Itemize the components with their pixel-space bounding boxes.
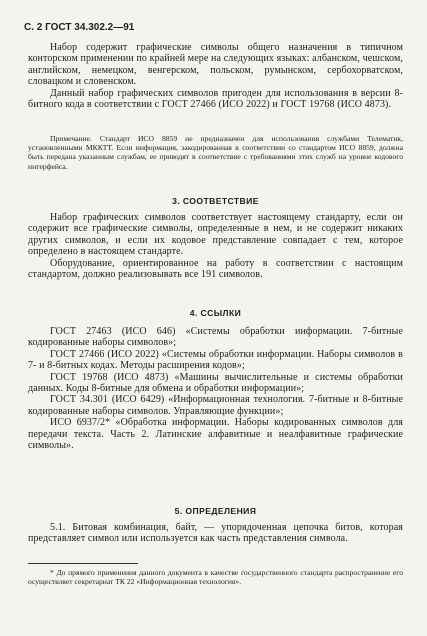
section-3-paragraph-2: Оборудование, ориентированное на работу в соответствии с настоящим стандартом, должно реализовывать все 191 символов. <box>28 257 403 281</box>
reference-item: ГОСТ 27463 (ИСО 646) «Системы обработки информации. 7-битные кодированные наборы символов»; <box>28 326 403 349</box>
intro-block <box>28 42 403 110</box>
section-3 <box>28 196 403 206</box>
note-text: Примечание. Стандарт ИСО 8859 не предназначен для использования службами Телематик, установленными МККТТ. Если информация, закодированная в соответствии со стандартом ИСО 8859, должна быть передана указанным службам, ее приводят в соответствие с требованиями этих служб на уровне кодового интерфейса. <box>28 134 403 171</box>
section-5-title: 5. ОПРЕДЕЛЕНИЯ <box>174 506 257 516</box>
page-header: С. 2 ГОСТ 34.302.2—91 <box>24 22 135 33</box>
section-4-body <box>28 326 403 451</box>
reference-item: ИСО 6937/2* «Обработка информации. Наборы кодированных символов для передачи текста. Часть 2. Латинские алфавитные и неалфавитные графические символы». <box>28 417 403 452</box>
footnote-block <box>28 568 403 586</box>
section-5 <box>28 506 403 516</box>
section-3-title: 3. СООТВЕТСТВИЕ <box>172 196 259 206</box>
note-block <box>28 134 403 171</box>
reference-item: ГОСТ 34.301 (ИСО 6429) «Информационная технология. 7-битные и 8-битные кодированные наборы символов. Управляющие функции»; <box>28 394 403 417</box>
section-4-title: 4. ССЫЛКИ <box>189 308 242 318</box>
definition-5-1: 5.1. Битовая комбинация, байт, — упорядоченная цепочка битов, которая представляет символ или используется как часть представления символа. <box>28 522 403 545</box>
section-3-paragraph-1: Набор графических символов соответствует настоящему стандарту, если он содержит все графические символы, определенные в нем, и не содержит никаких других символов, и если их кодовое представление совпадает с тем, которое определено в настоящем стандарте. <box>28 212 403 258</box>
intro-paragraph-2: Данный набор графических символов пригоден для использования в версии 8-битного кода в соответствии с ГОСТ 27466 (ИСО 2022) и ГОСТ 19768 (ИСО 4873). <box>28 87 403 111</box>
intro-paragraph-1: Набор содержит графические символы общего назначения в типичном конторском применении по крайней мере на следующих языках: албанском, чешском, английском, немецком, венгерском, польском, румынском, сербохорватском, словацком и словенском. <box>28 42 403 88</box>
footnote-text: * До прямого применения данного документа в качестве государственного стандарта распространение его осуществляет секретариат ТК 22 «Информационная технология». <box>28 568 403 587</box>
footnote-rule <box>28 563 138 564</box>
section-3-body <box>28 212 403 280</box>
section-4 <box>28 308 403 318</box>
reference-item: ГОСТ 27466 (ИСО 2022) «Системы обработки информации. Наборы символов в 7- и 8-битных кодах. Методы расширения кодов»; <box>28 348 403 372</box>
section-5-body <box>28 522 403 545</box>
reference-item: ГОСТ 19768 (ИСО 4873) «Машины вычислительные и системы обработки данных. Коды 8-битные для обмена и обработки информации»; <box>28 371 403 395</box>
